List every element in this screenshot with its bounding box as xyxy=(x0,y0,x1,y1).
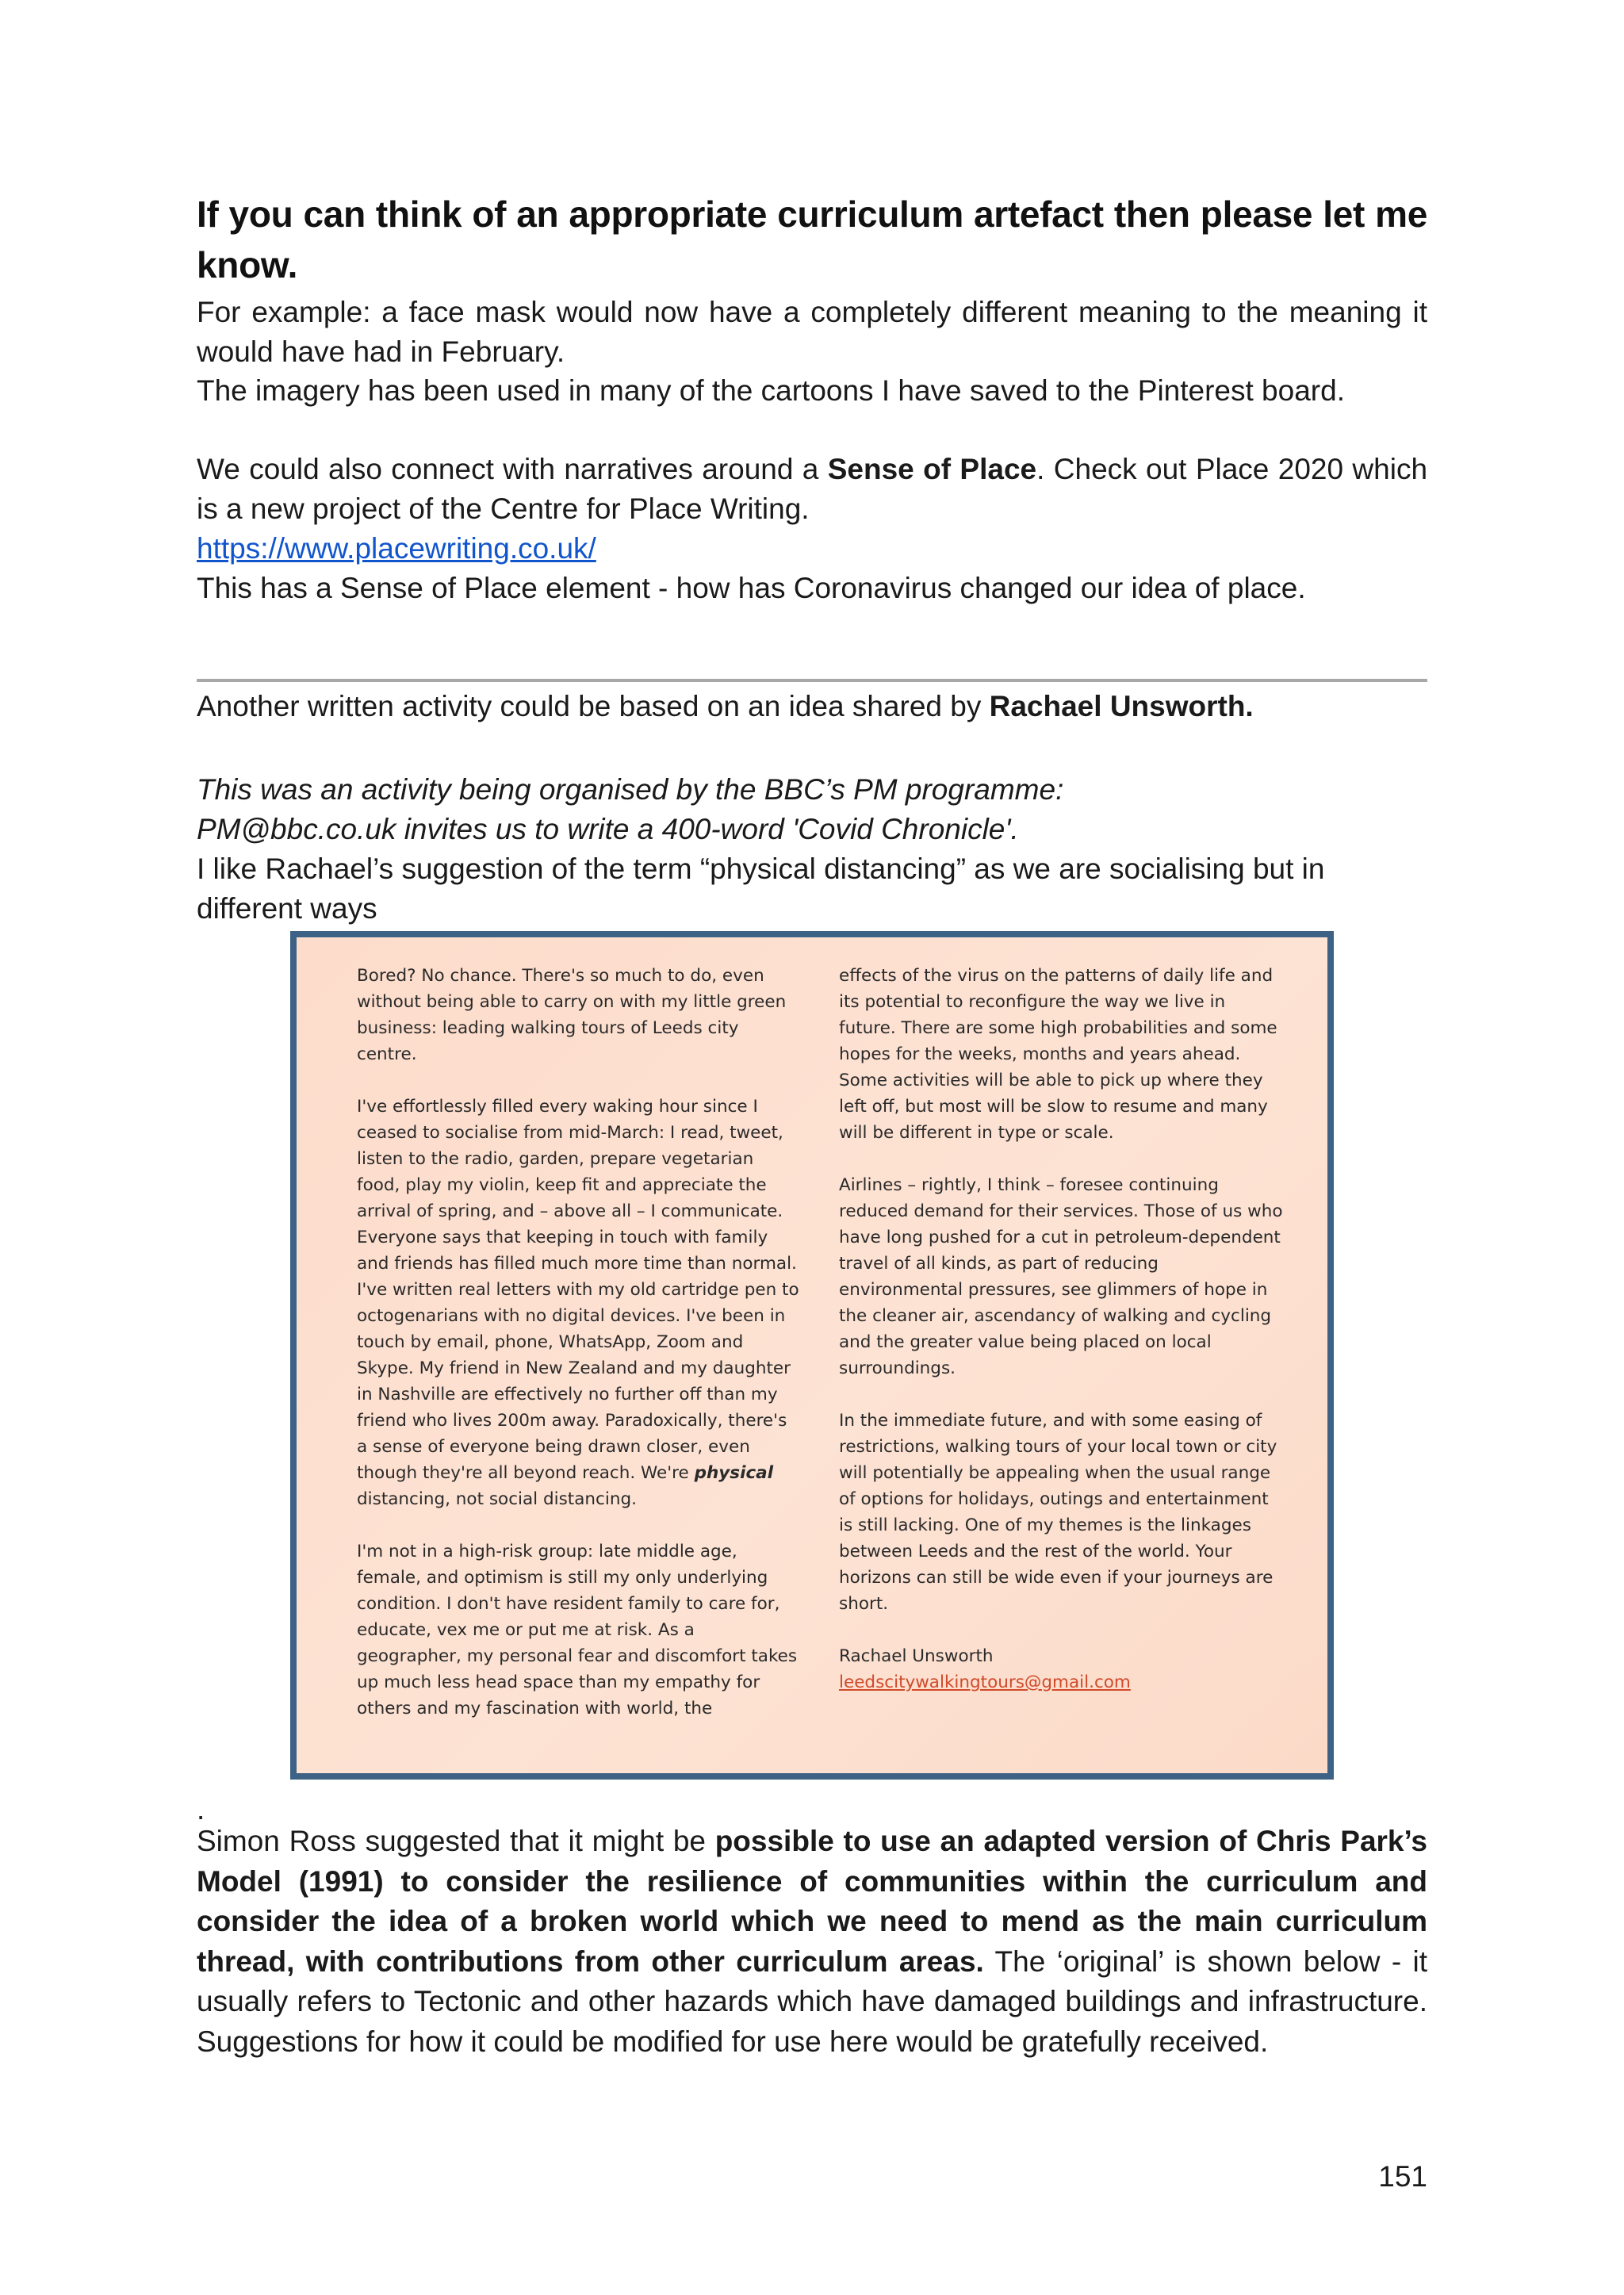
paragraph-written-activity xyxy=(197,687,1427,726)
article-left-p2-before: I've effortlessly filled every waking hour since I ceased to socialise from mid-March: I read, tweet, listen to the radio, garden, prepare vegetarian food, play my violin, keep fit and appreciate the arrival of spring, and – above all – I communicate. Everyone says that keeping in touch with family and friends has filled much more time than normal. I've written real letters with my old cartridge pen to octogenarians with no digital devices. I've been in touch by email, phone, WhatsApp, Zoom and Skype. My friend in New Zealand and my daughter in Nashville are effectively no further off than my friend who lives 200m away. Paradoxically, there's a sense of everyone being drawn closer, even though they're all beyond reach. We're xyxy=(357,1097,799,1483)
coronavirus-place-text: This has a Sense of Place element - how has Coronavirus changed our idea of place. xyxy=(197,572,1306,604)
physical-distancing-paragraph xyxy=(197,849,1427,929)
article-email-link[interactable]: leedscitywalkingtours@gmail.com xyxy=(839,1672,1131,1692)
article-right-paragraph-1: effects of the virus on the patterns of daily life and its potential to reconfigure the way we live in future. There are some high probabilities and some hopes for the weeks, months and years ahead. Some activities will be able to pick up where they left off, but most will be slow to resume and many will be different in type or scale. xyxy=(839,966,1277,1143)
article-right-paragraph-2: Airlines – rightly, I think – foresee continuing reduced demand for their services. Those of us who have long pushed for a cut in petroleum-dependent travel of all kinds, as part of reducing environmental pressures, see glimmers of hope in the cleaner air, ascendancy of walking and cycling and the greater value being placed on local surroundings. xyxy=(839,1175,1283,1378)
rachael-unsworth-name: Rachael Unsworth. xyxy=(989,690,1254,722)
article-signature-block xyxy=(839,1643,1283,1695)
physical-distancing-text: I like Rachael’s suggestion of the term “physical distancing” as we are socialising but in different ways xyxy=(197,852,1325,925)
paragraph-chris-park-model xyxy=(197,1822,1427,2062)
chris-park-intro: Simon Ross suggested that it might be xyxy=(197,1825,715,1857)
placewriting-link-line xyxy=(197,529,1427,569)
face-mask-text: For example: a face mask would now have a completely different meaning to the meaning it would have had in February. xyxy=(197,296,1427,368)
paragraph-pinterest xyxy=(197,371,1427,411)
chris-park-rest: The ‘original’ is shown below - it usually refers to Tectonic and other hazards which have damaged buildings and infrastructure. Suggestions for how it could be modified for use here would be gratefully received. xyxy=(197,1944,1427,2058)
pinterest-text: The imagery has been used in many of the cartoons I have saved to the Pinterest board. xyxy=(197,374,1345,407)
section-heading: If you can think of an appropriate curriculum artefact then please let me know. xyxy=(197,193,1427,285)
written-activity-intro: Another written activity could be based on an idea shared by xyxy=(197,690,990,722)
sense-of-place-rest: . Check out Place 2020 which is a new project of the Centre for Place Writing. xyxy=(197,453,1428,525)
sense-of-place-intro: We could also connect with narratives around a xyxy=(197,453,828,485)
covid-chronicle-article-image xyxy=(290,931,1334,1780)
article-left-paragraph-1: Bored? No chance. There's so much to do, even without being able to carry on with my little green business: leading walking tours of Leeds city centre. xyxy=(357,966,787,1064)
sense-of-place-bold: Sense of Place xyxy=(827,453,1037,485)
article-signature: Rachael Unsworth xyxy=(839,1646,994,1666)
article-column-right xyxy=(839,963,1283,1695)
covid-chronicle-line xyxy=(197,810,1427,849)
article-left-p2-after: distancing, not social distancing. xyxy=(357,1489,637,1509)
article-right-paragraph-3: In the immediate future, and with some easing of restrictions, walking tours of your local town or city will potentially be appealing when the usual range of options for holidays, outings and entertainment is still lacking. One of my themes is the linkages between Leeds and the rest of the world. Your horizons can still be wide even if your journeys are short. xyxy=(839,1411,1277,1614)
article-left-paragraph-3: I'm not in a high-risk group: late middle age, female, and optimism is still my only underlying condition. I don't have resident family to care for, educate, vex me or put me at risk. As a geographer, my personal fear and discomfort takes up much less head space than my empathy for others and my fascination with world, the xyxy=(357,1542,798,1718)
bbc-activity-line xyxy=(197,770,1427,810)
page-number: 151 xyxy=(1378,2160,1427,2193)
bbc-activity-text: This was an activity being organised by the BBC’s PM programme: xyxy=(197,773,1064,806)
paragraph-face-mask xyxy=(197,293,1427,372)
article-left-paragraph-2 xyxy=(357,1094,801,1512)
chris-park-bold: possible to use an adapted version of Chris Park’s Model (1991) to consider the resilience of communities within the curriculum and consider the idea of a broken world which we need to mend as the main curriculum thread, with contributions from other curriculum areas. xyxy=(197,1825,1427,1978)
article-column-left xyxy=(357,963,801,1748)
horizontal-rule xyxy=(197,679,1427,682)
placewriting-link[interactable]: https://www.placewriting.co.uk/ xyxy=(197,532,596,565)
paragraph-coronavirus-place xyxy=(197,569,1427,608)
paragraph-sense-of-place xyxy=(197,450,1427,529)
covid-chronicle-text: PM@bbc.co.uk invites us to write a 400-word 'Covid Chronicle'. xyxy=(197,813,1019,845)
stray-dot: . xyxy=(197,1793,205,1826)
article-physical-emphasis: physical xyxy=(694,1463,774,1483)
